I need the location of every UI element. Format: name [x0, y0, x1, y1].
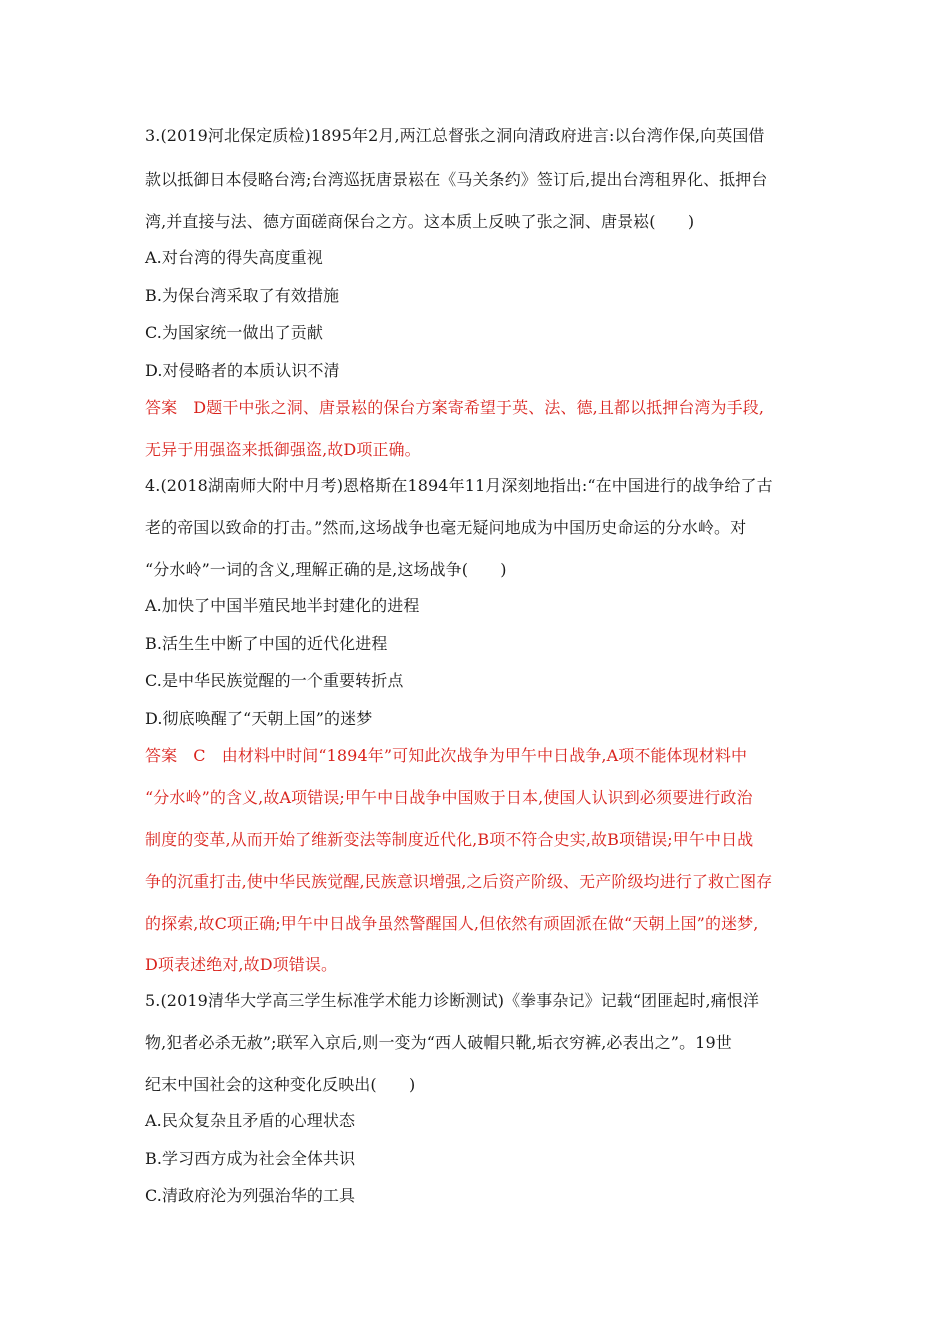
question-3-answer-line-1: 答案 D题干中张之洞、唐景崧的保台方案寄希望于英、法、德,且都以抵押台湾为手段,: [145, 398, 765, 417]
question-5-stem-line-3: 纪末中国社会的这种变化反映出( ): [145, 1075, 416, 1094]
question-4-option-c: C.是中华民族觉醒的一个重要转折点: [145, 671, 404, 690]
question-5-option-b: B.学习西方成为社会全体共识: [145, 1149, 356, 1168]
question-4-option-a: A.加快了中国半殖民地半封建化的进程: [145, 596, 420, 615]
question-4-answer-line-5: 的探索,故C项正确;甲午中日战争虽然警醒国人,但依然有顽固派在做“天朝上国”的迷梦,: [145, 914, 759, 933]
question-5-option-a: A.民众复杂且矛盾的心理状态: [145, 1111, 356, 1130]
question-4-stem-line-2: 老的帝国以致命的打击。”然而,这场战争也毫无疑问地成为中国历史命运的分水岭。对: [145, 518, 747, 537]
question-5-stem-line-2: 物,犯者必杀无赦”;联军入京后,则一变为“西人破帽只靴,垢衣穷裤,必表出之”。19世: [145, 1033, 732, 1052]
question-3-answer-line-2: 无异于用强盗来抵御强盗,故D项正确。: [145, 440, 421, 459]
question-4-answer-line-4: 争的沉重打击,使中华民族觉醒,民族意识增强,之后资产阶级、无产阶级均进行了救亡图存: [145, 872, 773, 891]
question-4-stem-line-3: “分水岭”一词的含义,理解正确的是,这场战争( ): [145, 560, 507, 579]
question-4-option-d: D.彻底唤醒了“天朝上国”的迷梦: [145, 709, 373, 728]
question-4-answer-line-6: D项表述绝对,故D项错误。: [145, 955, 338, 974]
question-5-stem-line-1: 5.(2019清华大学高三学生标准学术能力诊断测试)《拳事杂记》记载“团匪起时,痛恨洋: [145, 991, 760, 1010]
question-4-stem-line-1: 4.(2018湖南师大附中月考)恩格斯在1894年11月深刻地指出:“在中国进行的战争给了古: [145, 476, 773, 495]
question-5-option-c: C.清政府沦为列强治华的工具: [145, 1186, 356, 1205]
question-3-option-b: B.为保台湾采取了有效措施: [145, 286, 340, 305]
question-4-answer-line-2: “分水岭”的含义,故A项错误;甲午中日战争中国败于日本,使国人认识到必须要进行政治: [145, 788, 753, 807]
question-4-option-b: B.活生生中断了中国的近代化进程: [145, 634, 388, 653]
question-3-option-c: C.为国家统一做出了贡献: [145, 323, 323, 342]
question-3-stem-line-3: 湾,并直接与法、德方面磋商保台之方。这本质上反映了张之洞、唐景崧( ): [145, 212, 695, 231]
question-4-answer-line-1: 答案 C 由材料中时间“1894年”可知此次战争为甲午中日战争,A项不能体现材料中: [145, 746, 748, 765]
question-4-answer-line-3: 制度的变革,从而开始了维新变法等制度近代化,B项不符合史实,故B项错误;甲午中日战: [145, 830, 754, 849]
question-3-stem-line-1: 3.(2019河北保定质检)1895年2月,两江总督张之洞向清政府进言:以台湾作保,向英国借: [145, 126, 765, 145]
question-3-option-a: A.对台湾的得失高度重视: [145, 248, 323, 267]
question-3-stem-line-2: 款以抵御日本侵略台湾;台湾巡抚唐景崧在《马关条约》签订后,提出台湾租界化、抵押台: [145, 170, 768, 189]
question-3-option-d: D.对侵略者的本质认识不清: [145, 361, 340, 380]
